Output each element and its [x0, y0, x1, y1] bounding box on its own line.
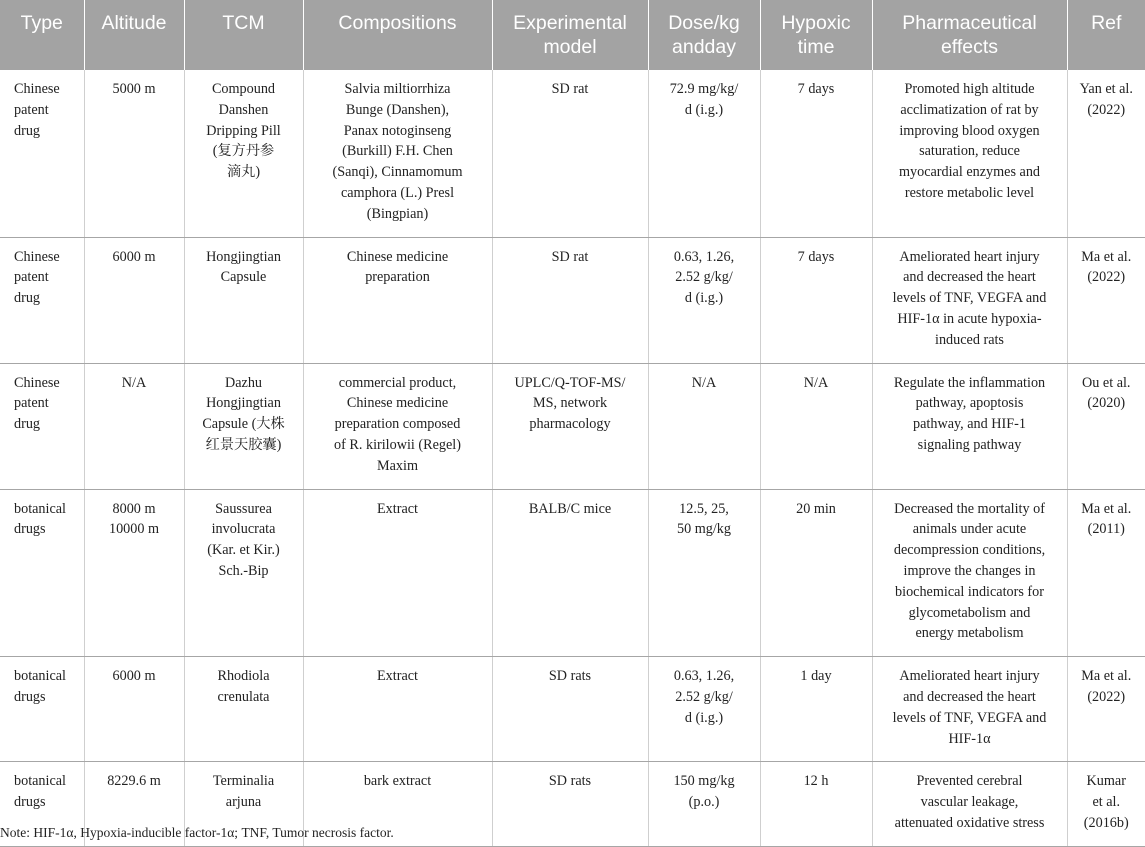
- cell-tcm: Dazhu Hongjingtian Capsule (大株 红景天胶囊): [184, 363, 303, 489]
- cell-time: 7 days: [760, 237, 872, 363]
- cell-ref: Ou et al. (2020): [1067, 363, 1145, 489]
- cell-model: SD rats: [492, 762, 648, 846]
- cell-dose: 72.9 mg/kg/ d (i.g.): [648, 70, 760, 237]
- cell-ref: Yan et al. (2022): [1067, 70, 1145, 237]
- cell-altitude: 8229.6 m: [84, 762, 184, 846]
- cell-effects: Promoted high altitude acclimatization of rat by improving blood oxygen saturation, reduce myocardial enzymes and restore metabolic level: [872, 70, 1067, 237]
- cell-effects: Decreased the mortality of animals under acute decompression conditions, improve the changes in biochemical indicators for glycometabolism and energy metabolism: [872, 489, 1067, 657]
- cell-compositions: Salvia miltiorrhiza Bunge (Danshen), Panax notoginseng (Burkill) F.H. Chen (Sanqi), Cinnamomum camphora (L.) Presl (Bingpian): [303, 70, 492, 237]
- cell-type: botanical drugs: [0, 762, 84, 846]
- header-ref: Ref: [1067, 0, 1145, 70]
- cell-model: BALB/C mice: [492, 489, 648, 657]
- header-compositions: Compositions: [303, 0, 492, 70]
- header-row: [0, 0, 1145, 70]
- cell-altitude: N/A: [84, 363, 184, 489]
- cell-dose: 12.5, 25, 50 mg/kg: [648, 489, 760, 657]
- cell-dose: 0.63, 1.26, 2.52 g/kg/ d (i.g.): [648, 237, 760, 363]
- table-row: [0, 70, 1145, 237]
- cell-effects: Prevented cerebral vascular leakage, attenuated oxidative stress: [872, 762, 1067, 846]
- table-row: [0, 237, 1145, 363]
- cell-effects: Regulate the inflammation pathway, apoptosis pathway, and HIF-1 signaling pathway: [872, 363, 1067, 489]
- cell-type: botanical drugs: [0, 489, 84, 657]
- header-hypoxic-time: Hypoxic time: [760, 0, 872, 70]
- cell-tcm: Terminalia arjuna: [184, 762, 303, 846]
- cell-ref: Ma et al. (2022): [1067, 657, 1145, 762]
- cell-compositions: commercial product, Chinese medicine preparation composed of R. kirilowii (Regel) Maxim: [303, 363, 492, 489]
- cell-model: UPLC/Q-TOF-MS/ MS, network pharmacology: [492, 363, 648, 489]
- cell-compositions: Chinese medicine preparation: [303, 237, 492, 363]
- cell-model: SD rat: [492, 237, 648, 363]
- header-experimental-model: Experimental model: [492, 0, 648, 70]
- header-dose: Dose/kg andday: [648, 0, 760, 70]
- cell-time: N/A: [760, 363, 872, 489]
- cell-compositions: bark extract: [303, 762, 492, 846]
- header-type: Type: [0, 0, 84, 70]
- table-row: [0, 363, 1145, 489]
- cell-tcm: Compound Danshen Dripping Pill (复方丹参 滴丸): [184, 70, 303, 237]
- cell-time: 1 day: [760, 657, 872, 762]
- cell-dose: 150 mg/kg (p.o.): [648, 762, 760, 846]
- cell-time: 12 h: [760, 762, 872, 846]
- cell-model: SD rat: [492, 70, 648, 237]
- cell-type: botanical drugs: [0, 657, 84, 762]
- cell-tcm: Saussurea involucrata (Kar. et Kir.) Sch.-Bip: [184, 489, 303, 657]
- cell-compositions: Extract: [303, 489, 492, 657]
- cell-type: Chinese patent drug: [0, 363, 84, 489]
- cell-effects: Ameliorated heart injury and decreased the heart levels of TNF, VEGFA and HIF-1α in acute hypoxia- induced rats: [872, 237, 1067, 363]
- cell-tcm: Rhodiola crenulata: [184, 657, 303, 762]
- table-note: Note: HIF-1α, Hypoxia-inducible factor-1α; TNF, Tumor necrosis factor.: [0, 825, 394, 840]
- header-tcm: TCM: [184, 0, 303, 70]
- cell-ref: Kumar et al. (2016b): [1067, 762, 1145, 846]
- cell-time: 20 min: [760, 489, 872, 657]
- cell-ref: Ma et al. (2011): [1067, 489, 1145, 657]
- cell-ref: Ma et al. (2022): [1067, 237, 1145, 363]
- table-row: [0, 657, 1145, 762]
- header-pharmaceutical-effects: Pharmaceutical effects: [872, 0, 1067, 70]
- cell-altitude: 6000 m: [84, 657, 184, 762]
- cell-tcm: Hongjingtian Capsule: [184, 237, 303, 363]
- cell-dose: N/A: [648, 363, 760, 489]
- cell-time: 7 days: [760, 70, 872, 237]
- cell-compositions: Extract: [303, 657, 492, 762]
- cell-type: Chinese patent drug: [0, 237, 84, 363]
- cell-dose: 0.63, 1.26, 2.52 g/kg/ d (i.g.): [648, 657, 760, 762]
- cell-altitude: 8000 m 10000 m: [84, 489, 184, 657]
- header-altitude: Altitude: [84, 0, 184, 70]
- table-row: [0, 489, 1145, 657]
- cell-type: Chinese patent drug: [0, 70, 84, 237]
- cell-altitude: 6000 m: [84, 237, 184, 363]
- cell-model: SD rats: [492, 657, 648, 762]
- cell-effects: Ameliorated heart injury and decreased the heart levels of TNF, VEGFA and HIF-1α: [872, 657, 1067, 762]
- cell-altitude: 5000 m: [84, 70, 184, 237]
